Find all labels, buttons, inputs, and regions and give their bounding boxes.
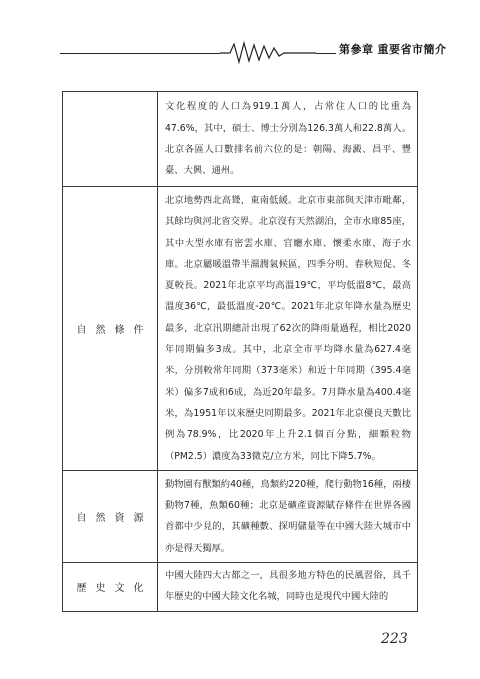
table-row [63,187,418,471]
heartbeat-wave-icon [220,40,316,64]
row-text: 北京地勢西北高聳，東南低緩。北京市東部與天津市毗鄰，其餘均與河北省交界。北京沒有天然湖泊，全市水庫85座，其中大型水庫有密雲水庫、官廳水庫、懷柔水庫、海子水庫。北京屬暖溫帶半濕潤氣候區，四季分明、春秋短促、冬夏較長。2021年北京平均高溫19℃，平均低溫8℃，最高溫度36℃，最低溫度-20℃。2021年北京年降水量為歷史最多，北京汛期總計出現了62次的降雨量過程，相比2020年同期偏多3成。其中，北京全市平均降水量為627.4毫米，分別較常年同期（373毫米）和近十年同期（395.4毫米）偏多7成和6成，為近20年最多。7月降水量為400.4毫米，為1951年以來歷史同期最多。2021年北京優良天數比例為78.9%，比2020年上升2.1個百分點，細顆粒物（PM2.5）濃度為33微克/立方米，同比下降5.7%。 [165,195,411,462]
row-content [158,187,418,471]
header-rule-left [60,53,220,54]
row-content [158,563,418,612]
row-text: 文化程度的人口為919.1萬人，占常住人口的比重為47.6%，其中，碩士、博士分別為126.3萬人和22.8萬人。北京各區人口數排名前六位的是：朝陽、海澱、昌平、豐臺、大興、通州。 [165,101,411,177]
chapter-title: 重要省市簡介 [377,43,447,56]
chapter-number: 第參章 [339,43,374,56]
row-text: 動物園有獸類約40種，鳥類約220種，爬行動物16種，兩棲動物7種，魚類60種；北京是礦產資源賦存條件在世界各國首都中少見的，其礦種數、探明儲量等在中國大陸大城市中亦是得天獨厚。 [165,478,411,554]
row-content [158,92,418,187]
province-info-table [62,91,418,612]
chapter-heading [339,41,447,57]
running-header [60,38,447,62]
row-content [158,470,418,562]
header-rule-right [316,53,336,54]
table-row [63,470,418,562]
row-label: 歷史文化 [63,563,158,612]
row-text: 中國大陸四大古都之一，具很多地方特色的民風習俗，具千年歷史的中國大陸文化名城，同時也是現代中國大陸的 [165,570,411,603]
row-label [63,92,158,187]
table-row [63,563,418,612]
row-label: 自然資源 [63,470,158,562]
page-number: 223 [381,631,408,647]
table-row [63,92,418,187]
row-label: 自然條件 [63,187,158,471]
